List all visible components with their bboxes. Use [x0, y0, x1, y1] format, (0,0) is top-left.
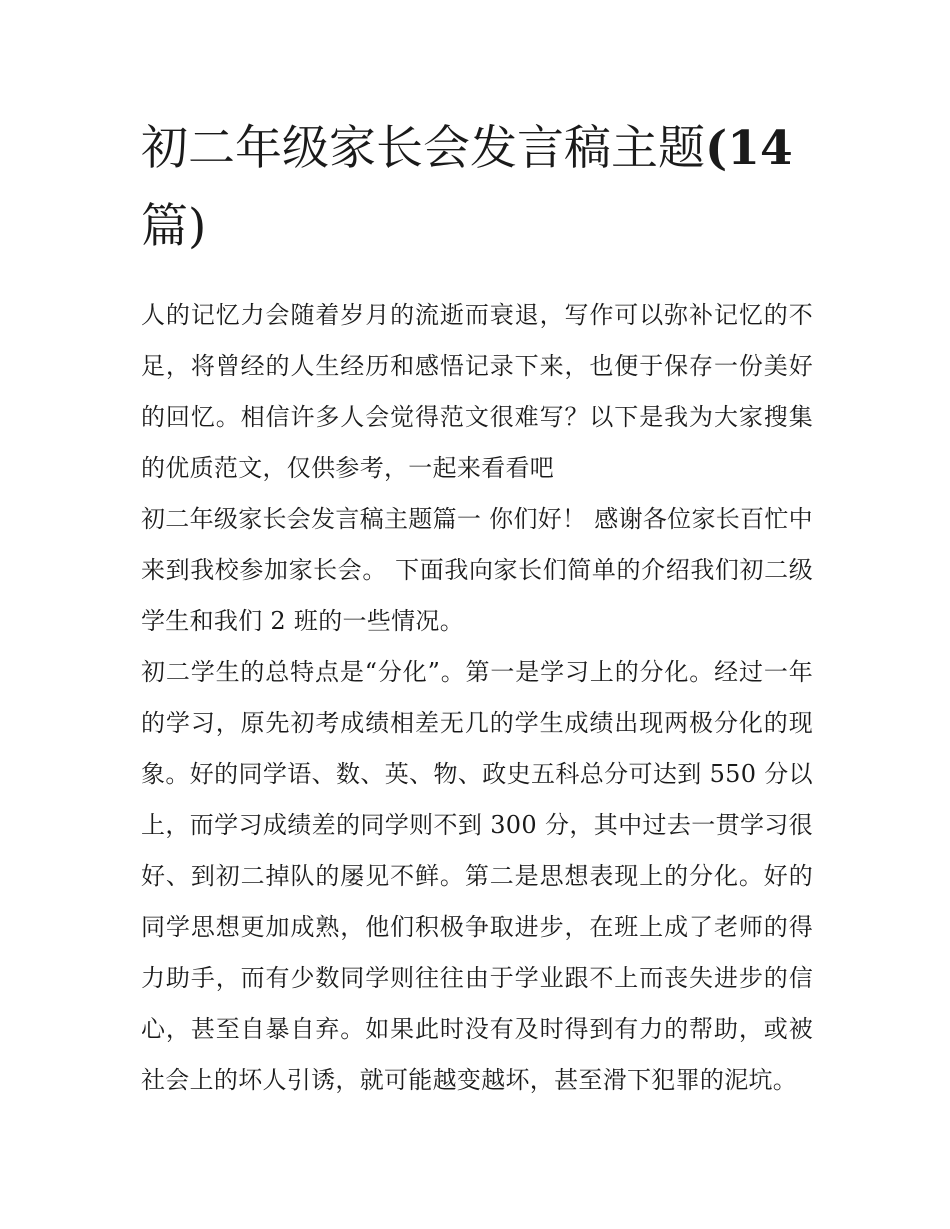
- intro-paragraph: 人的记忆力会随着岁月的流逝而衰退，写作可以弥补记忆的不足，将曾经的人生经历和感悟记录下来，也便于保存一份美好的回忆。相信许多人会觉得范文很难写？以下是我为大家搜集的优质范文，仅供参考，一起来看看吧: [141, 301, 813, 482]
- speech-opening-paragraph: 初二年级家长会发言稿主题篇一 你们好！ 感谢各位家长百忙中来到我校参加家长会。 下面我向家长们简单的介绍我们初二级学生和我们 2 班的一些情况。: [141, 505, 813, 635]
- student-characteristics-paragraph: 初二学生的总特点是“分化”。第一是学习上的分化。经过一年的学习，原先初考成绩相差无几的学生成绩出现两极分化的现象。好的同学语、数、英、物、政史五科总分可达到 550 分以上，而学习成绩差的同学则不到 300 分，其中过去一贯学习很好、到初二掉队的屡见不鲜。第二是思想表现上的分化。好的同学思想更加成熟，他们积极争取进步，在班上成了老师的得力助手，而有少数同学则往往由于学业跟不上而丧失进步的信心，甚至自暴自弃。如果此时没有及时得到有力的帮助，或被社会上的坏人引诱，就可能越变越坏，甚至滑下犯罪的泥坑。: [141, 658, 813, 1094]
- document-title-suffix: 篇): [141, 199, 207, 254]
- document-title-main: 初二年级家长会发言稿主题: [141, 121, 705, 176]
- document-title: [141, 110, 813, 266]
- document-body: [141, 110, 813, 1106]
- document-title-count: (14: [705, 121, 793, 176]
